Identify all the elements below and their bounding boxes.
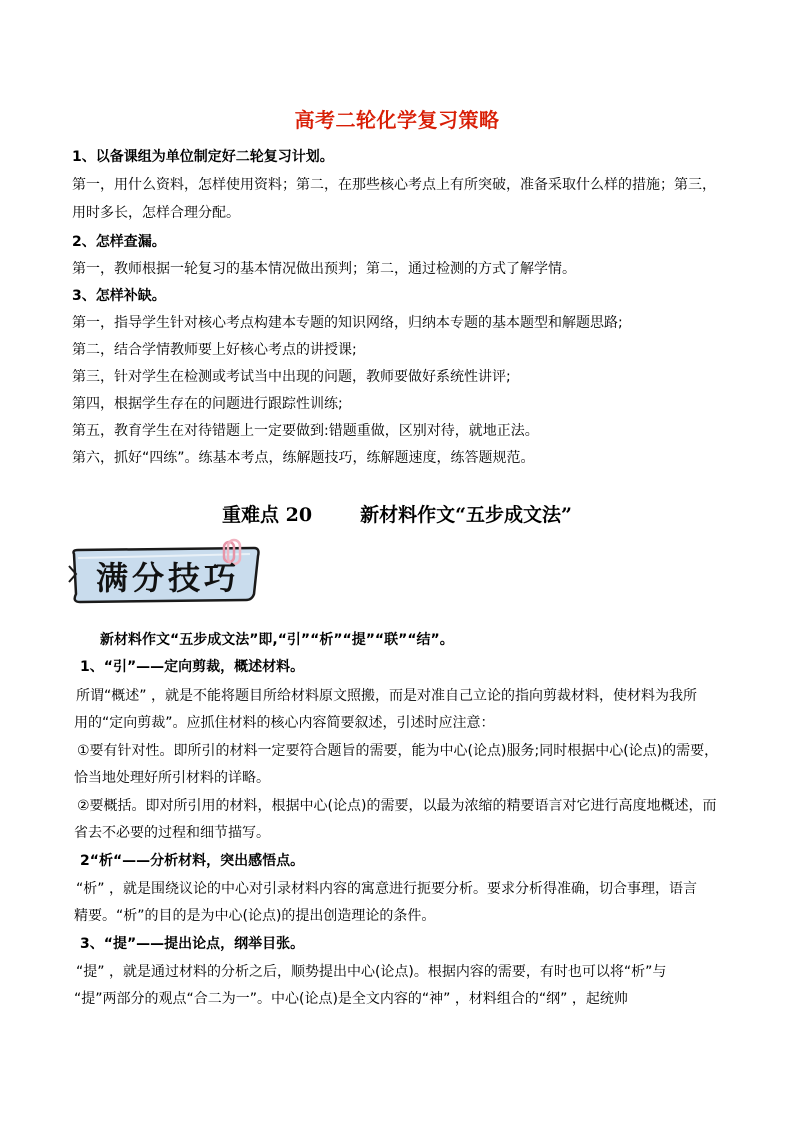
paragraph-line: 省去不必要的过程和细节描写。	[74, 825, 270, 841]
badge-label: 满分技巧	[96, 559, 241, 597]
paragraph-line: 第三，针对学生在检测或考试当中出现的问题，教师要做好系统性讲评;	[72, 369, 511, 385]
plan-heading-1: 1、以备课组为单位制定好二轮复习计划。	[72, 149, 334, 165]
paragraph-line: 第二，结合学情教师要上好核心考点的讲授课;	[72, 342, 357, 358]
step-heading-2: 2“析“——分析材料，突出感悟点。	[80, 853, 305, 869]
paragraph-line: ①要有针对性。即所引的材料一定要符合题旨的需要，能为中心(论点)服务;同时根据中心(论点)的需要，	[77, 743, 719, 759]
paragraph-line: 第四，根据学生存在的问题进行跟踪性训练;	[72, 396, 343, 412]
paragraph-line: 所谓“概述” ，就是不能将题目所给材料原文照搬，而是对准自己立论的指向剪裁材料，使材料为我所	[76, 688, 697, 704]
step-heading-3: 3、“提”——提出论点，纲举目张。	[80, 936, 305, 952]
section-title: 新材料作文“五步成文法”	[360, 504, 572, 526]
paragraph-line: 第六，抓好“四练”。练基本考点，练解题技巧，练解题速度，练答题规范。	[72, 450, 535, 466]
paragraph-line: 用时多长，怎样合理分配。	[72, 205, 240, 221]
step-heading-1: 1、“引”——定向剪裁，概述材料。	[80, 659, 305, 675]
plan-heading-3: 3、怎样补缺。	[72, 288, 166, 304]
full-marks-badge	[68, 544, 264, 604]
plan-heading-2: 2、怎样查漏。	[72, 234, 166, 250]
method-intro: 新材料作文“五步成文法”即,“引”“析”“提”“联”“结”。	[100, 632, 454, 648]
paragraph-line: ②要概括。即对所引用的材料，根据中心(论点)的需要，以最为浓缩的精要语言对它进行高度地概述，而	[77, 798, 717, 814]
paragraph-line: “提” ，就是通过材料的分析之后，顺势提出中心(论点)。根据内容的需要，有时也可以将“析”与	[76, 964, 667, 980]
paragraph-line: “提”两部分的观点“合二为一”。中心(论点)是全文内容的“神” ，材料组合的“纲” ，起统帅	[74, 991, 628, 1007]
paragraph-line: 第一，教师根据一轮复习的基本情况做出预判；第二，通过检测的方式了解学情。	[72, 261, 576, 277]
document-title: 高考二轮化学复习策略	[294, 108, 500, 132]
section-heading	[0, 500, 794, 527]
paragraph-line: 第一，指导学生针对核心考点构建本专题的知识网络，归纳本专题的基本题型和解题思路;	[72, 315, 623, 331]
paragraph-line: 用的“定向剪裁”。应抓住材料的核心内容简要叙述，引述时应注意：	[74, 715, 495, 731]
paragraph-line: 恰当地处理好所引材料的详略。	[74, 770, 270, 786]
paragraph-line: 精要。“析”的目的是为中心(论点)的提出创造理论的条件。	[74, 908, 436, 924]
paragraph-line: 第一，用什么资料，怎样使用资料；第二，在那些核心考点上有所突破，准备采取什么样的措施；第三，	[72, 177, 716, 193]
paragraph-line: “析” ，就是围绕议论的中心对引录材料内容的寓意进行扼要分析。要求分析得准确，切合事理，语言	[76, 881, 697, 897]
paragraph-line: 第五，教育学生在对待错题上一定要做到:错题重做，区别对待，就地正法。	[72, 423, 539, 439]
section-number: 重难点 20	[222, 504, 313, 526]
